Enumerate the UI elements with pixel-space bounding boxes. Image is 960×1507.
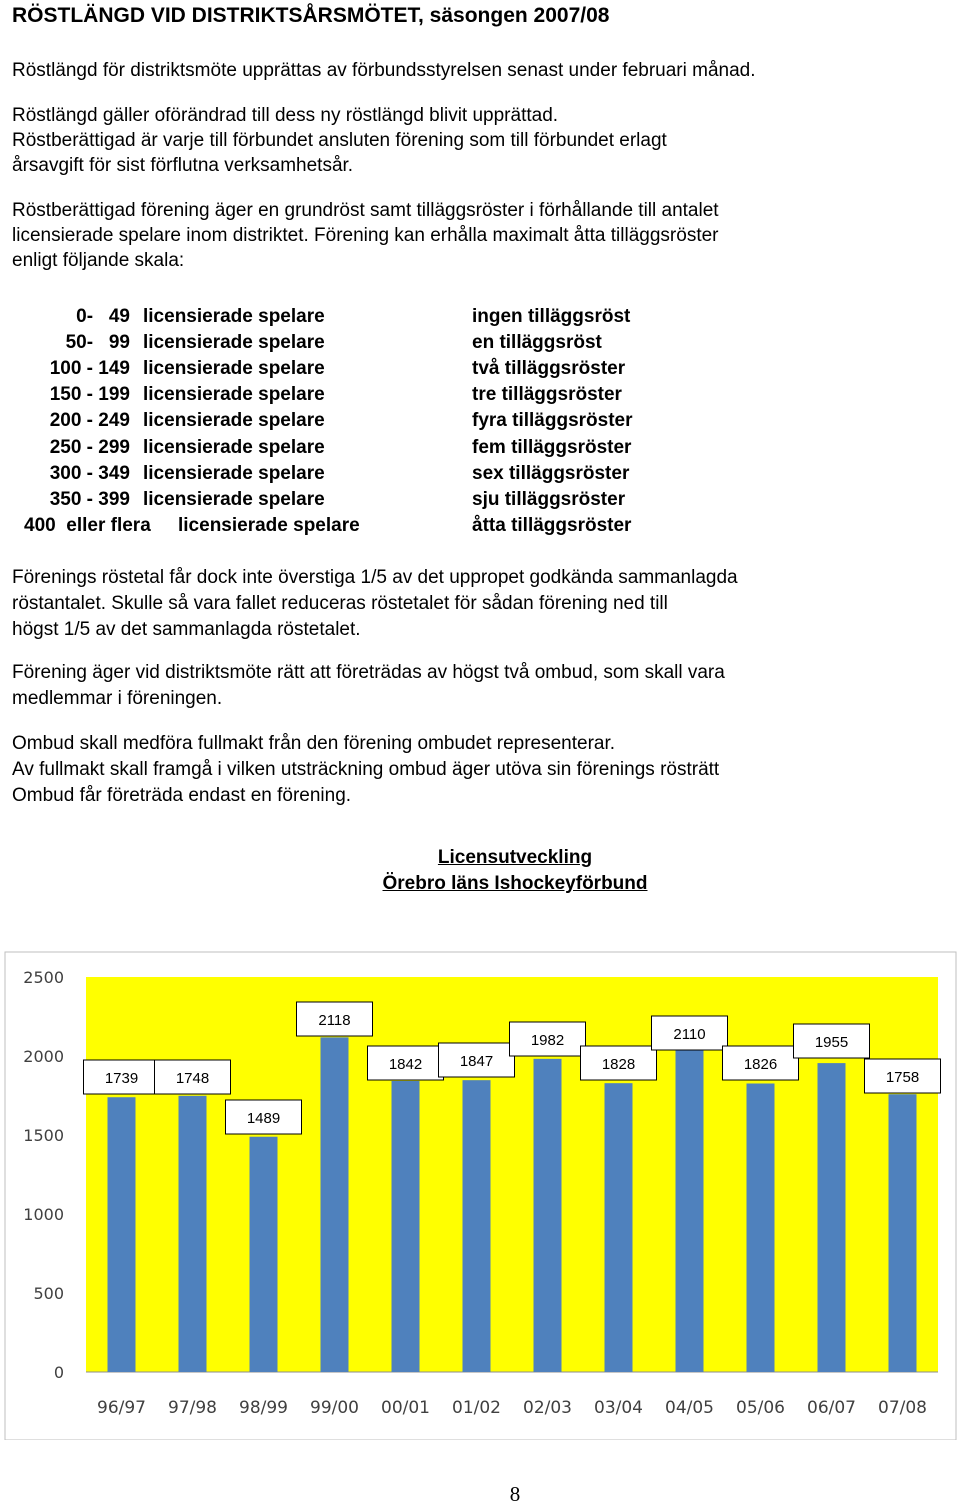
bar — [392, 1081, 420, 1372]
data-label: 1739 — [104, 1070, 139, 1087]
scale-range: 100 - 149 — [49, 358, 130, 380]
intro-line: Röstlängd för distriktsmöte upprättas av förbundsstyrelsen senast under februari månad. — [12, 60, 756, 81]
scale-label: licensierade spelare — [143, 410, 325, 432]
intro-line: Röstberättigad förening äger en grundröst samt tilläggsröster i förhållande till antalet — [12, 200, 719, 221]
bar — [747, 1083, 775, 1372]
x-tick-label: 03/04 — [594, 1398, 643, 1418]
scale-votes: fem tilläggsröster — [472, 436, 632, 458]
license-bar-chart — [0, 940, 960, 1440]
rules-line: Förenings röstetal får dock inte överstiga 1/5 av det uppropet godkända sammanlagda — [12, 567, 738, 588]
x-tick-label: 02/03 — [523, 1398, 572, 1418]
data-label: 1847 — [459, 1053, 494, 1070]
x-tick-label: 98/99 — [239, 1398, 288, 1418]
rules-line: högst 1/5 av det sammanlagda röstetalet. — [12, 619, 361, 640]
bar — [534, 1059, 562, 1372]
bar — [889, 1094, 917, 1372]
intro-line: Röstlängd gäller oförändrad till dess ny röstlängd blivit upprättad. — [12, 105, 559, 126]
data-label: 1826 — [743, 1056, 778, 1073]
y-tick-label: 2000 — [23, 1047, 64, 1066]
x-tick-label: 04/05 — [665, 1398, 714, 1418]
scale-range: 50- 99 — [65, 332, 130, 354]
data-label: 1489 — [246, 1110, 281, 1127]
scale-votes: två tilläggsröster — [472, 358, 626, 380]
scale-label: licensierade spelare — [143, 436, 325, 458]
scale-range: 0- 49 — [76, 306, 130, 327]
data-label: 1982 — [530, 1032, 565, 1049]
scale-label: licensierade spelare — [178, 514, 360, 536]
y-tick-label: 1500 — [23, 1126, 64, 1145]
data-label: 1748 — [175, 1070, 210, 1087]
rules-line: Av fullmakt skall framgå i vilken utsträckning ombud äger utöva sin förenings rösträtt — [12, 759, 720, 780]
scale-label: licensierade spelare — [143, 384, 325, 406]
rules-line: Förening äger vid distriktsmöte rätt att företrädas av högst två ombud, som skall vara — [12, 662, 725, 683]
scale-votes: sju tilläggsröster — [472, 488, 626, 510]
data-label: 1955 — [814, 1034, 849, 1051]
bar — [250, 1137, 278, 1372]
bar — [676, 1039, 704, 1372]
scale-votes: åtta tilläggsröster — [472, 514, 632, 536]
x-tick-label: 99/00 — [310, 1398, 359, 1418]
scale-label: licensierade spelare — [143, 332, 325, 354]
x-tick-label: 01/02 — [452, 1398, 501, 1418]
chart-title: Licensutveckling — [437, 847, 593, 868]
y-tick-label: 0 — [53, 1363, 64, 1382]
scale-label: licensierade spelare — [143, 306, 325, 327]
scale-votes: en tilläggsröst — [472, 332, 602, 354]
x-tick-label: 06/07 — [807, 1398, 856, 1418]
x-tick-label: 96/97 — [97, 1398, 146, 1418]
bar — [605, 1083, 633, 1372]
bar — [179, 1096, 207, 1372]
rules-line: röstantalet. Skulle så vara fallet reduceras röstetalet för sådan förening ned till — [12, 593, 668, 614]
rules-line: Ombud skall medföra fullmakt från den förening ombudet representerar. — [12, 733, 616, 754]
x-tick-label: 97/98 — [168, 1398, 217, 1418]
bar — [321, 1037, 349, 1372]
intro-line: enligt följande skala: — [12, 250, 185, 271]
bar — [463, 1080, 491, 1372]
x-tick-label: 07/08 — [878, 1398, 927, 1418]
y-tick-label: 500 — [33, 1284, 64, 1303]
scale-range: 250 - 299 — [49, 436, 130, 458]
page-number: 8 — [509, 1482, 521, 1506]
x-tick-label: 05/06 — [736, 1398, 785, 1418]
intro-line: årsavgift för sist förflutna verksamhetsår. — [12, 155, 354, 176]
data-label: 1758 — [885, 1069, 920, 1086]
data-label: 2118 — [318, 1012, 351, 1029]
scale-votes: ingen tilläggsröst — [472, 306, 631, 327]
scale-label: licensierade spelare — [143, 488, 325, 510]
x-tick-label: 00/01 — [381, 1398, 430, 1418]
y-tick-label: 1000 — [23, 1205, 64, 1224]
scale-range: 150 - 199 — [49, 384, 130, 406]
data-label: 1828 — [601, 1056, 636, 1073]
scale-range: 400 eller flera — [24, 514, 151, 536]
intro-line: Röstberättigad är varje till förbundet ansluten förening som till förbundet erlagt — [12, 130, 667, 151]
data-label: 2110 — [673, 1026, 706, 1043]
data-label: 1842 — [388, 1056, 423, 1073]
scale-votes: tre tilläggsröster — [472, 384, 622, 406]
scale-label: licensierade spelare — [143, 358, 325, 380]
scale-votes: sex tilläggsröster — [472, 462, 630, 484]
chart-subtitle: Örebro läns Ishockeyförbund — [382, 873, 648, 894]
bar — [818, 1063, 846, 1372]
scale-votes: fyra tilläggsröster — [472, 410, 633, 432]
scale-range: 300 - 349 — [49, 462, 130, 484]
rules-line: Ombud får företräda endast en förening. — [12, 785, 352, 806]
rules-line: medlemmar i föreningen. — [12, 688, 223, 709]
bar — [108, 1097, 136, 1372]
y-tick-label: 2500 — [23, 968, 64, 987]
scale-range: 350 - 399 — [49, 488, 130, 510]
intro-line: licensierade spelare inom distriktet. Förening kan erhålla maximalt åtta tilläggsröster — [12, 225, 719, 246]
page-title: RÖSTLÄNGD VID DISTRIKTSÅRSMÖTET, säsongen 2007/08 — [12, 4, 610, 27]
scale-label: licensierade spelare — [143, 462, 325, 484]
scale-range: 200 - 249 — [49, 410, 130, 432]
